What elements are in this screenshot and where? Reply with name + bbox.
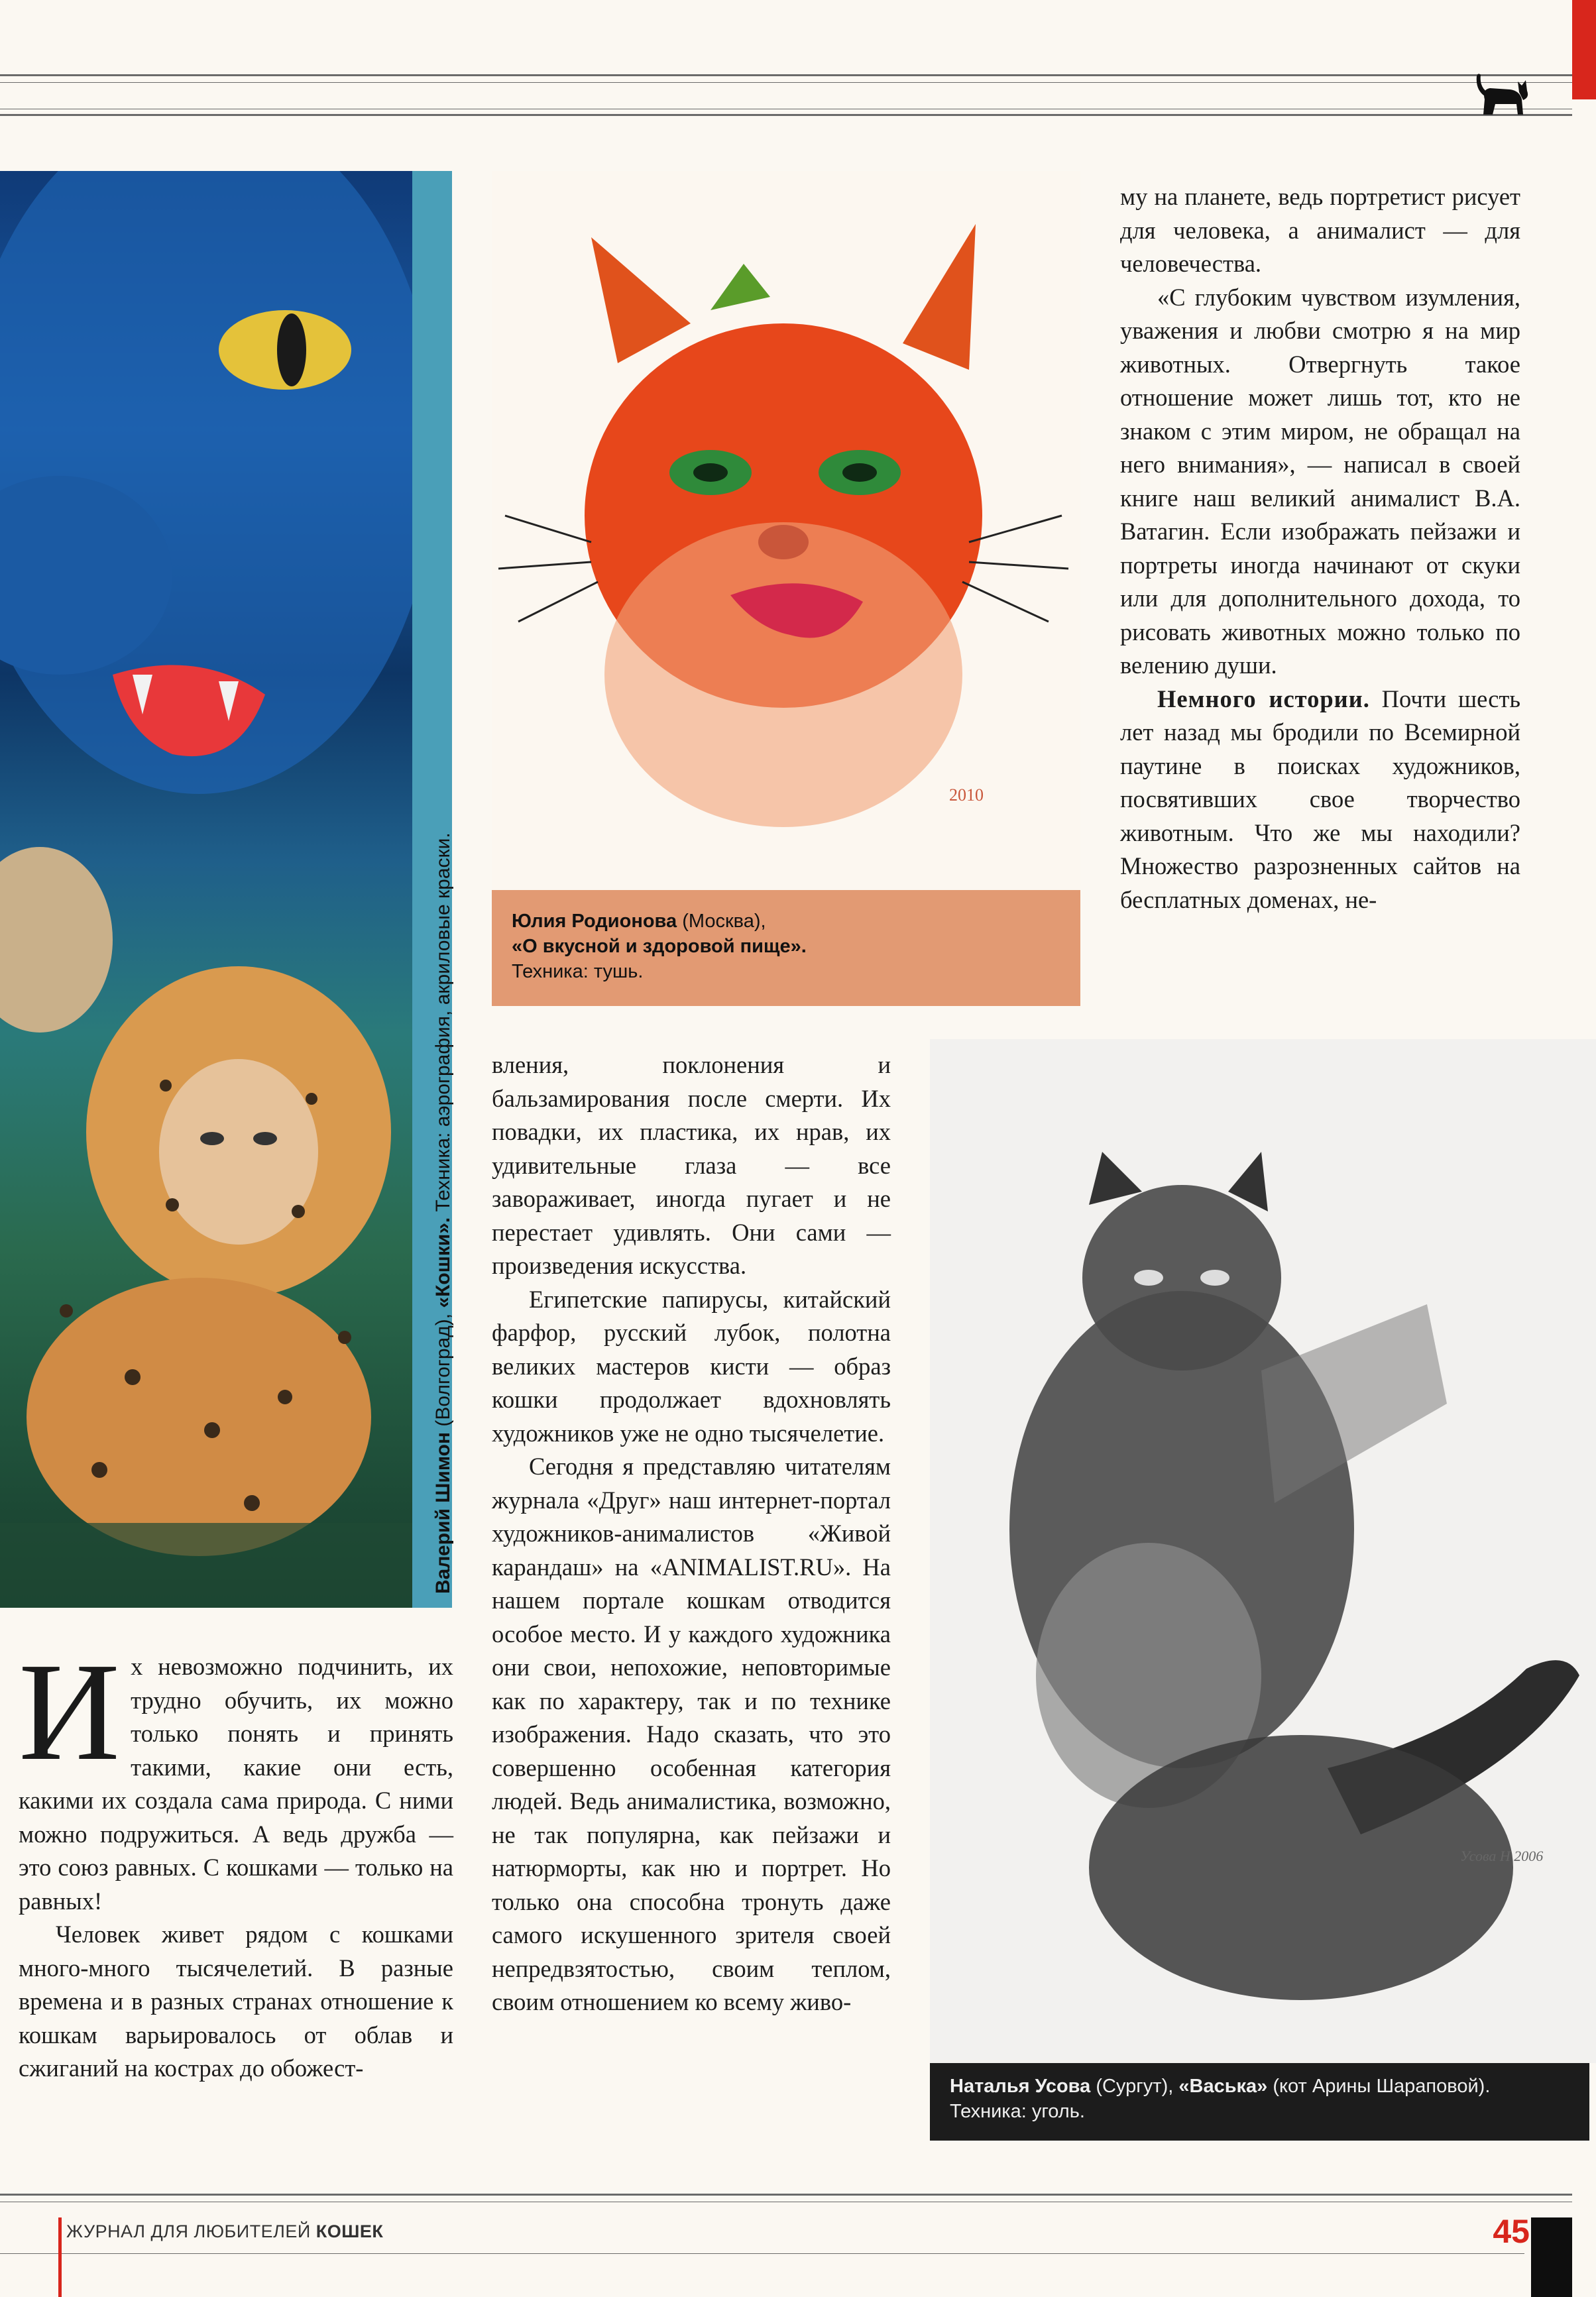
footer-black-tab xyxy=(1531,2217,1572,2297)
cat-silhouette-icon xyxy=(1470,63,1543,119)
caption-red-city: (Москва), xyxy=(682,911,766,932)
gray-signature: Усова Н 2006 xyxy=(1460,1848,1544,1864)
top-rule-4 xyxy=(0,114,1572,116)
paragraph-1: х невозможно подчинить, их трудно обучить, их можно только понять и принять такими, какие они есть, какими их создала сама природа. С ними можно подружиться. А ведь дружба — это союз равных. С кошками — только на равных! xyxy=(19,1653,453,1915)
drawing-charcoal-cat xyxy=(930,1039,1596,2063)
paragraph-6: му на планете, ведь портретист рисует для человека, а анималист — для человечества. xyxy=(1120,183,1520,277)
caption-blue xyxy=(432,765,455,1594)
drawing-red-cat-art xyxy=(492,171,1080,890)
top-rule-2 xyxy=(0,82,1572,83)
painting-blue-cats-art xyxy=(0,171,412,1608)
red-corner-tab xyxy=(1572,0,1596,99)
caption-gray-artist: Наталья Усова xyxy=(950,2076,1091,2097)
paragraph-3: вления, поклонения и бальзамирования после смерти. Их повадки, их пластика, их нрав, их удивительные глаза — все завораживает, иногда пугает и не перестает удивлять. Они сами — произведения искусства. xyxy=(492,1051,891,1279)
caption-blue-title: «Кошки». xyxy=(432,1217,454,1308)
footer-rule-3 xyxy=(0,2253,1524,2254)
caption-gray-city: (Сургут), xyxy=(1096,2076,1174,2097)
caption-blue-artist: Валерий Шимон xyxy=(432,1431,454,1594)
caption-red xyxy=(492,890,1080,1006)
footer-label-text: ЖУРНАЛ ДЛЯ ЛЮБИТЕЛЕЙ xyxy=(66,2221,311,2241)
top-rule-1 xyxy=(0,74,1572,76)
drawing-red-cat xyxy=(492,171,1080,890)
footer-magazine-label xyxy=(66,2221,383,2242)
drawing-charcoal-cat-art xyxy=(930,1039,1596,2063)
caption-gray xyxy=(930,2063,1589,2141)
red-signature-year: 2010 xyxy=(949,785,984,805)
caption-gray-title: «Васька» xyxy=(1178,2076,1268,2097)
article-column-2 xyxy=(492,1048,891,2019)
subheading-history: Немного истории. xyxy=(1157,685,1370,712)
paragraph-8-text: Почти шесть лет назад мы бродили по Всемирной паутине в поисках художников, посвятивших свое творчество животным. Что же мы находили? Множество разрозненных сайтов на бесплатных доменах, не- xyxy=(1120,685,1520,913)
paragraph-5: Сегодня я представляю читателям журнала «Друг» наш интернет-портал художников-анималистов «Живой карандаш» на «ANIMALIST.RU». На нашем портале кошкам отводится особое место. И у каждого художника они свои, непохожие, неповторимые как по характеру, так и по технике изображения. Надо сказать, что это совершенно особенная категория людей. Ведь анималистика, возможно, не так популярна, как пейзажи и натюрморты, как ню и портрет. Но только она способна тронуть даже самого искушенного зрителя своей непредвзятостью, своим теплом, своим отношением ко всему живо- xyxy=(492,1453,891,2015)
footer-red-bar xyxy=(58,2217,62,2297)
footer-label-bold: КОШЕК xyxy=(315,2221,384,2241)
caption-blue-city: (Волгоград), xyxy=(432,1313,454,1427)
paragraph-4: Египетские папирусы, китайский фарфор, русский лубок, полотна великих мастеров кисти — образ кошки продолжает вдохновлять художников уже не одно тысячелетие. xyxy=(492,1285,891,1447)
paragraph-7: «С глубоким чувством изумления, уважения и любви смотрю я на мир животных. Отвергнуть такое отношение может лишь тот, кто не знаком с этим миром, не обращал на него внимания», — написал в своей книге наш великий анималист В.А. Ватагин. Если изображать пейзажи и портреты иногда начинают от скуки или для дополнительного дохода, то рисовать животных можно только по велению души. xyxy=(1120,283,1520,679)
article-column-1 xyxy=(19,1634,453,2086)
caption-red-artist: Юлия Родионова xyxy=(512,911,677,932)
article-column-3 xyxy=(1120,180,1520,917)
drop-cap: И xyxy=(19,1634,121,1789)
caption-gray-note: (кот Арины Шараповой). xyxy=(1273,2076,1491,2097)
caption-red-tech: Техника: тушь. xyxy=(512,961,644,982)
footer-rule-1 xyxy=(0,2194,1572,2196)
caption-blue-tech: Техника: аэрография, акриловые краски. xyxy=(432,832,454,1212)
page-number: 45 xyxy=(1493,2213,1530,2250)
caption-gray-tech: Техника: уголь. xyxy=(950,2101,1085,2122)
painting-blue-cats xyxy=(0,171,412,1608)
paragraph-2: Человек живет рядом с кошками много-много тысячелетий. В разные времена и в разных странах отношение к кошкам варьировалось от облав и сжиганий на кострах до обожест- xyxy=(19,1921,453,2082)
caption-red-title: «О вкусной и здоровой пище». xyxy=(512,936,807,957)
paragraph-8 xyxy=(1120,683,1520,917)
